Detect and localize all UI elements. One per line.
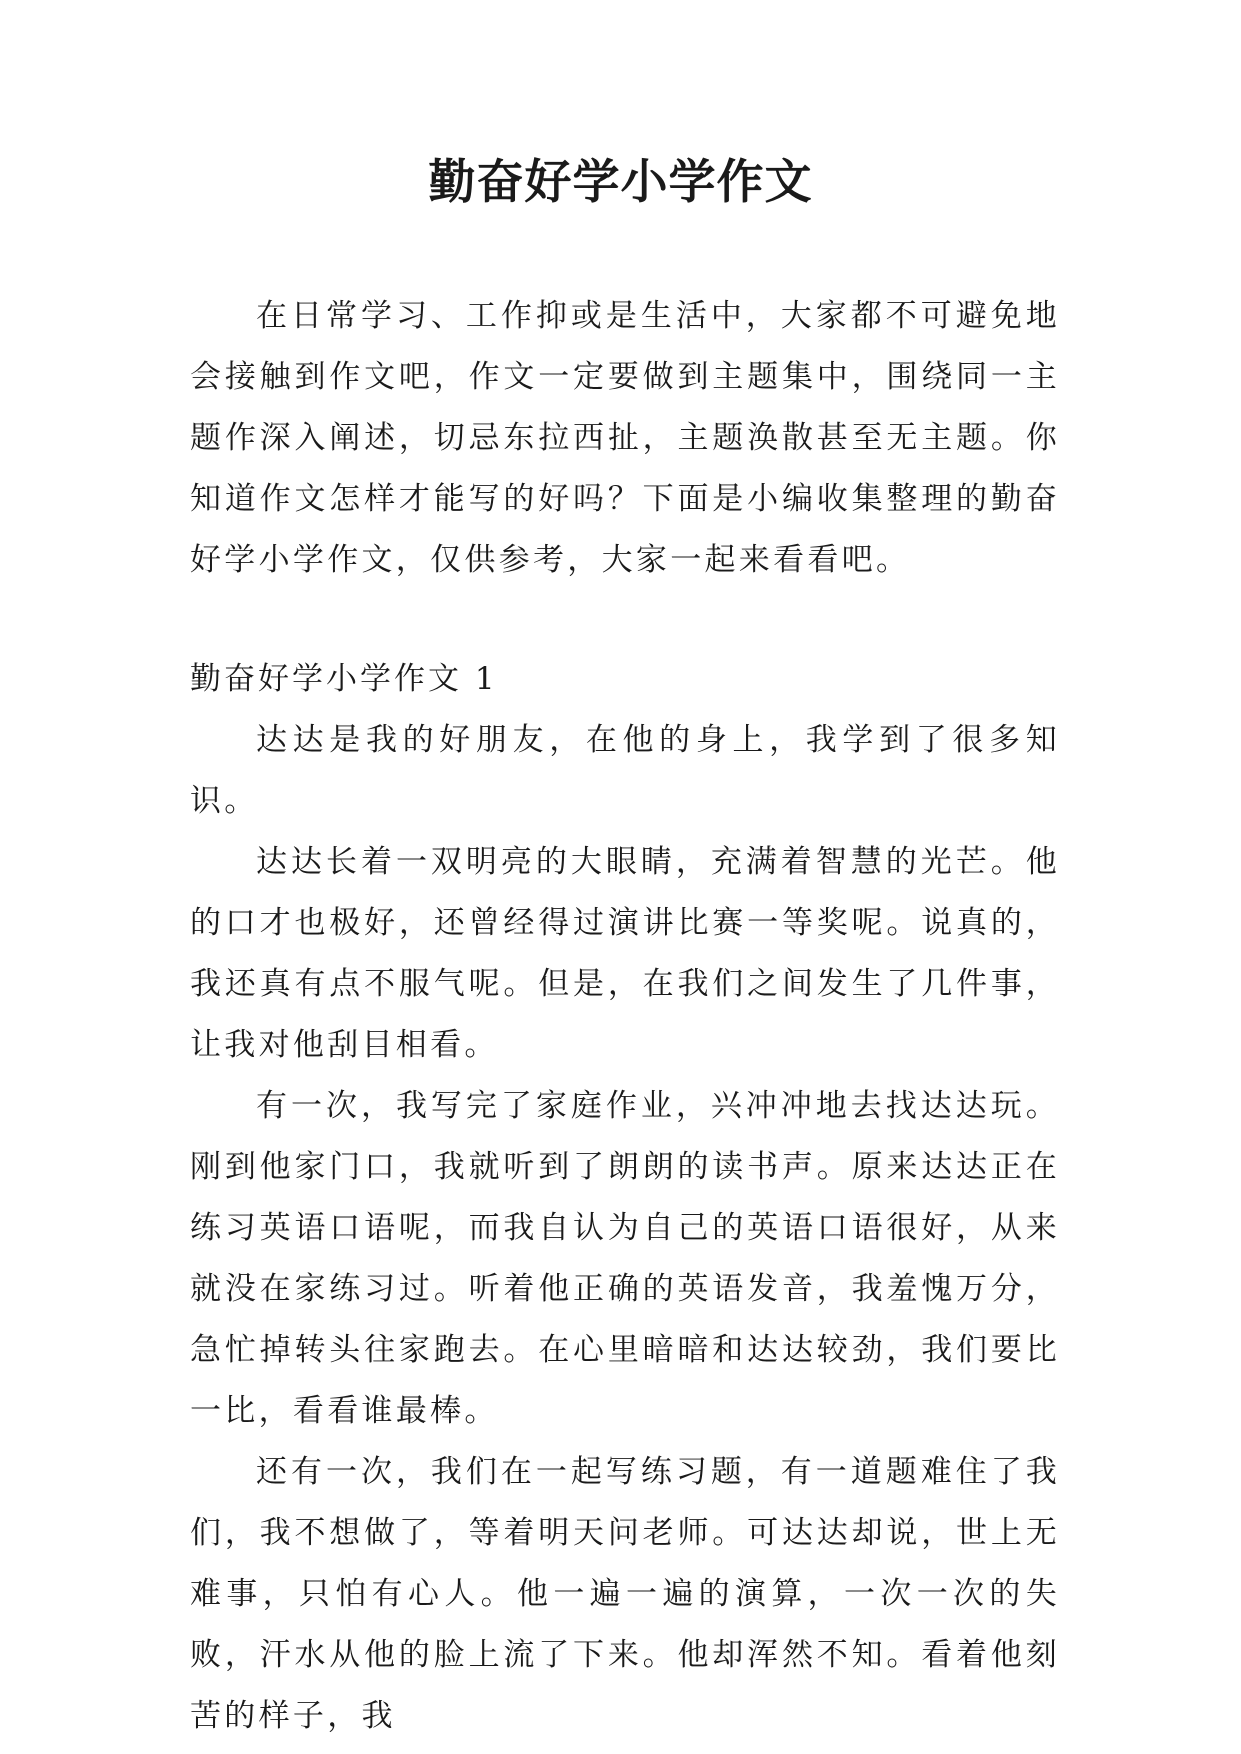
document-title: 勤奋好学小学作文 (428, 155, 813, 210)
section-heading: 勤奋好学小学作文 1 (190, 661, 498, 697)
body-paragraph-1: 达达是我的好朋友，在他的身上，我学到了很多知识。 (190, 722, 1060, 819)
body-paragraph-3: 有一次，我写完了家庭作业，兴冲冲地去找达达玩。刚到他家门口，我就听到了朗朗的读书声。原来达达正在练习英语口语呢，而我自认为自己的英语口语很好，从来就没在家练习过。听着他正确的英语发音，我羞愧万分，急忙掉转头往家跑去。在心里暗暗和达达较劲，我们要比一比，看看谁最棒。 (190, 1088, 1060, 1429)
body-paragraph-4: 还有一次，我们在一起写练习题，有一道题难住了我们，我不想做了，等着明天问老师。可达达却说，世上无难事，只怕有心人。他一遍一遍的演算，一次一次的失败，汗水从他的脸上流了下来。他却浑然不知。看着他刻苦的样子，我 (190, 1454, 1060, 1734)
document-body (190, 286, 1060, 1747)
body-paragraph-2: 达达长着一双明亮的大眼睛，充满着智慧的光芒。他的口才也极好，还曾经得过演讲比赛一等奖呢。说真的，我还真有点不服气呢。但是，在我们之间发生了几件事，让我对他刮目相看。 (190, 844, 1060, 1063)
intro-paragraph: 在日常学习、工作抑或是生活中，大家都不可避免地会接触到作文吧，作文一定要做到主题集中，围绕同一主题作深入阐述，切忌东拉西扯，主题涣散甚至无主题。你知道作文怎样才能写的好吗？下面是小编收集整理的勤奋好学小学作文，仅供参考，大家一起来看看吧。 (190, 298, 1060, 578)
